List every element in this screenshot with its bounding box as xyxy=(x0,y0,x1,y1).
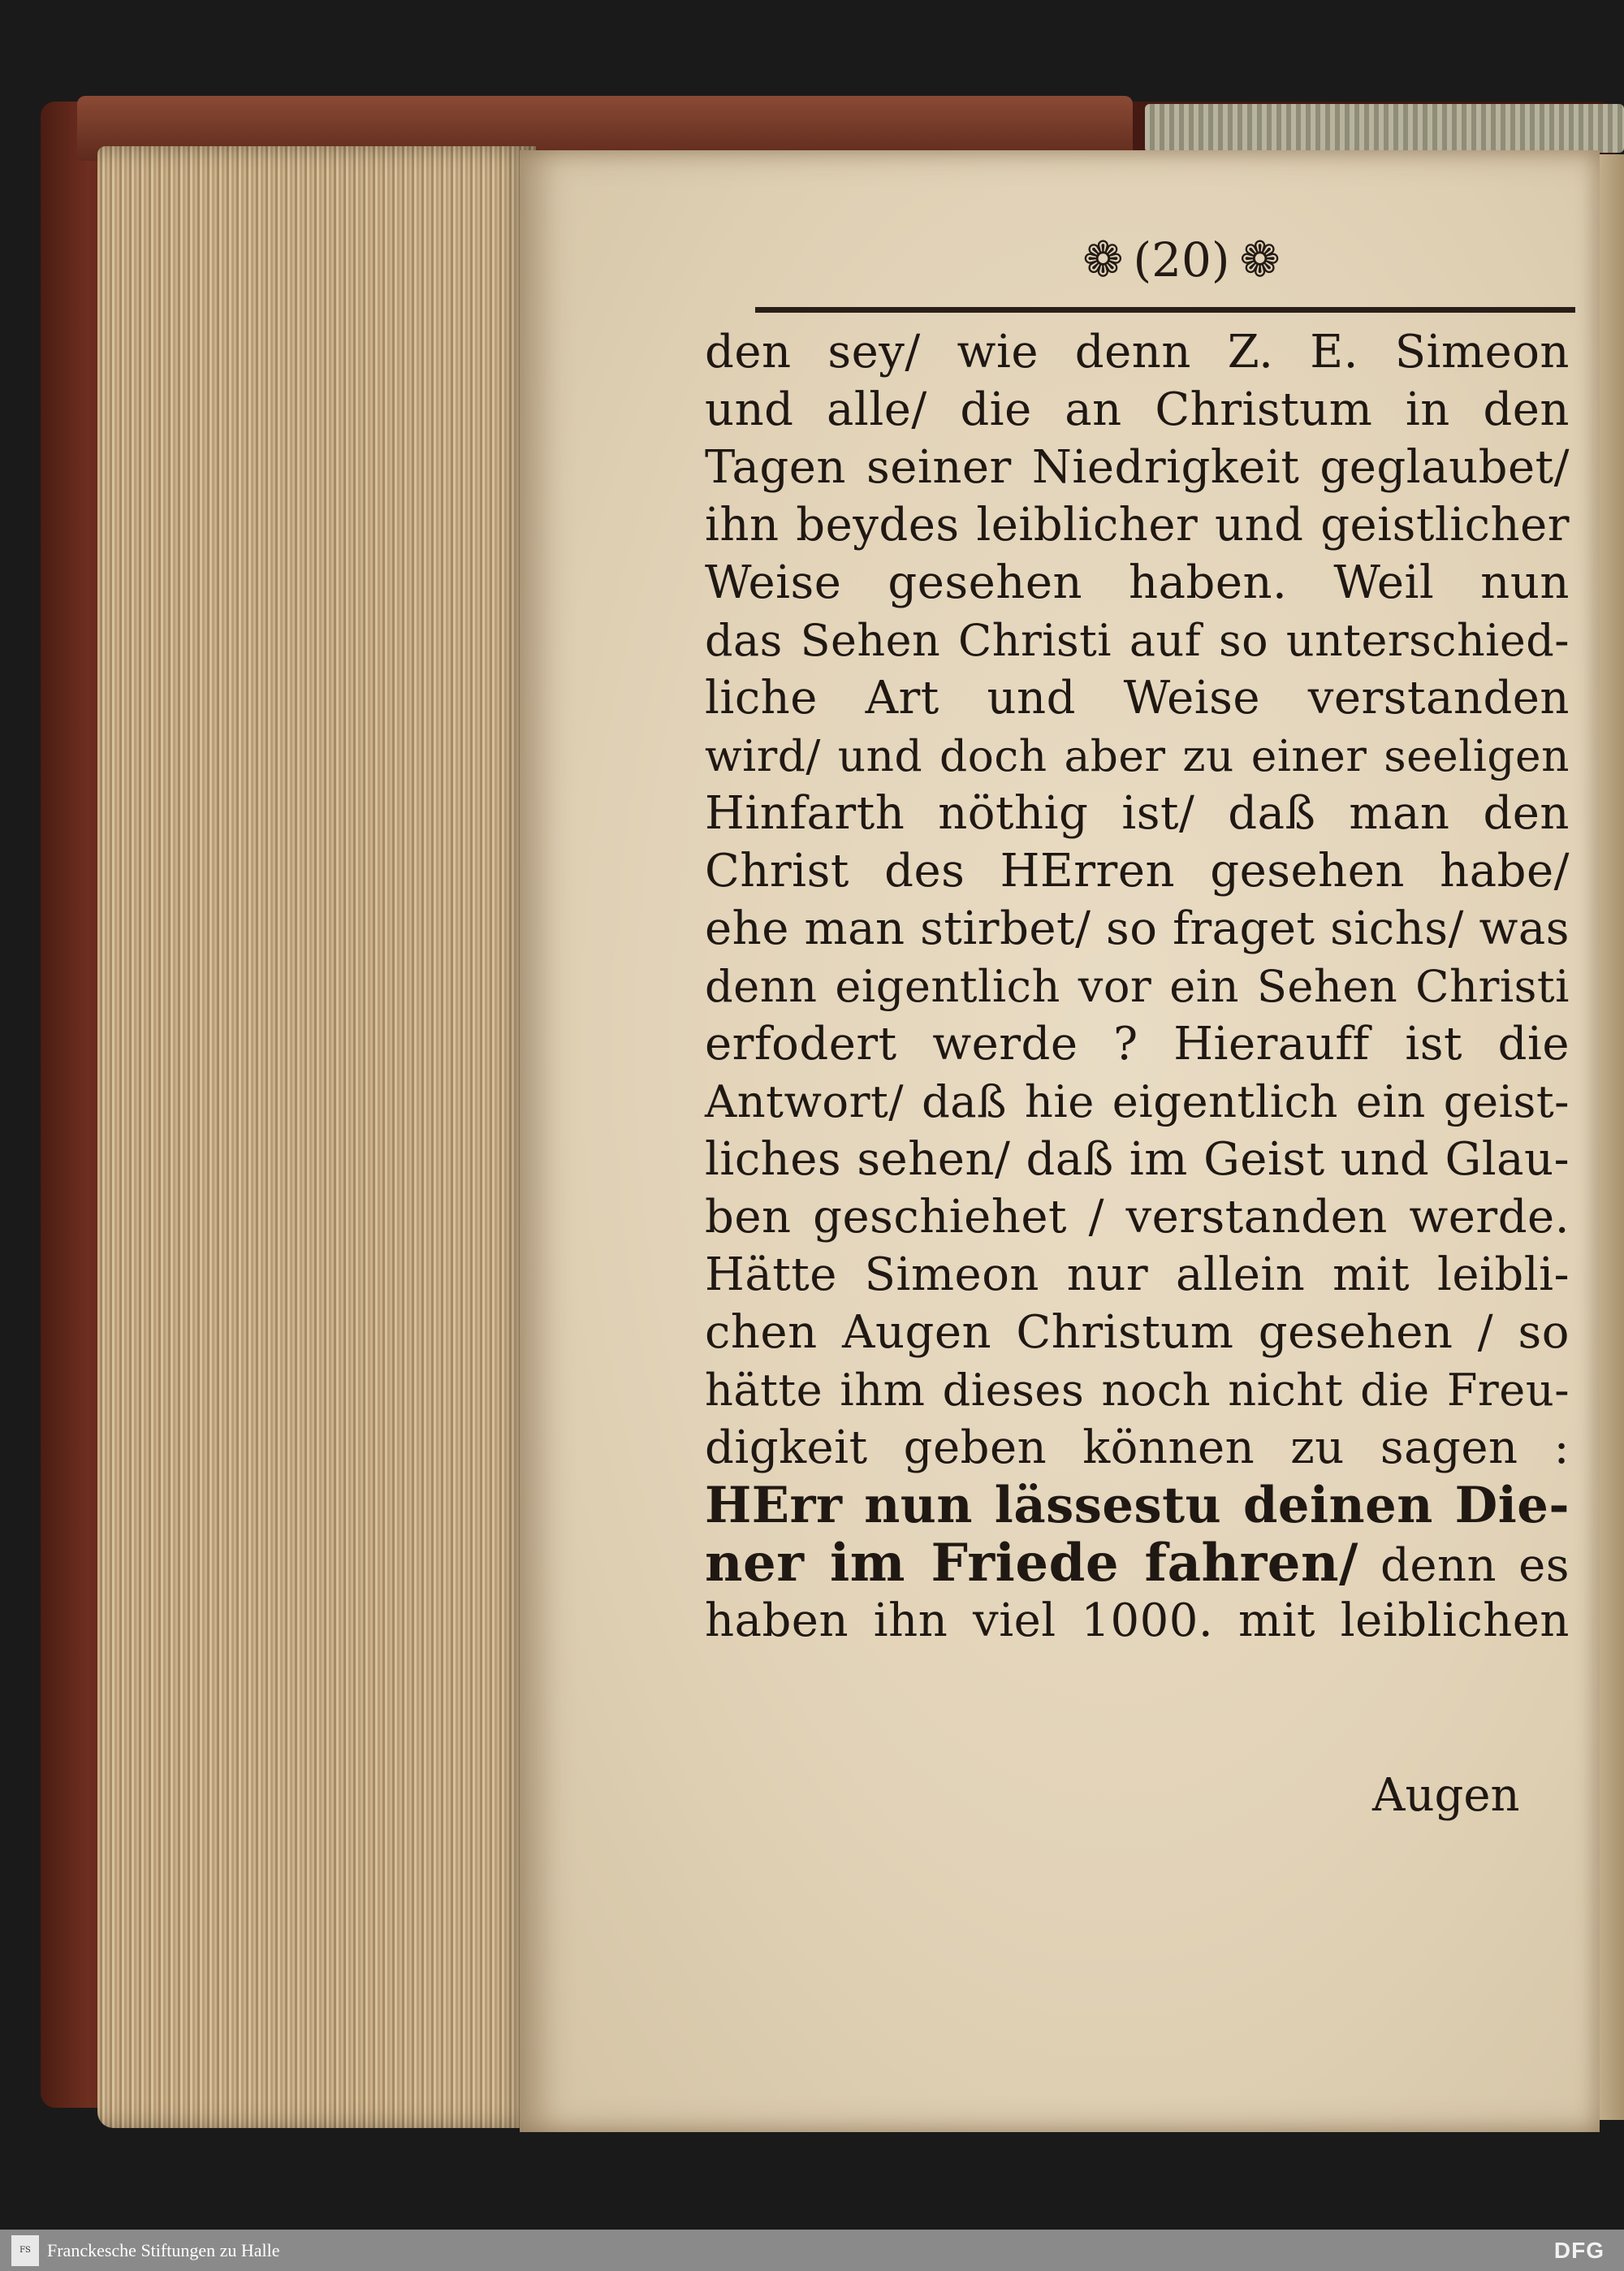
text-line: liches sehen/ daß im Geist und Glau- xyxy=(705,1133,1570,1186)
page-header xyxy=(1043,227,1320,292)
text-line: ben geschiehet / verstanden werde. xyxy=(705,1191,1570,1244)
institution-name: Franckesche Stiftungen zu Halle xyxy=(47,2239,280,2260)
text-line: chen Augen Christum gesehen / so xyxy=(705,1306,1570,1359)
text-line: Antwort/ daß hie eigentlich ein geist- xyxy=(705,1076,1570,1127)
text-line: das Sehen Christi auf so unterschied- xyxy=(705,615,1570,666)
headband xyxy=(1145,104,1624,153)
footer-left xyxy=(0,2235,280,2266)
funder-logo: DFG xyxy=(1553,2237,1605,2263)
viewer-footer xyxy=(0,2230,1624,2271)
text-line: wird/ und doch aber zu einer seeligen xyxy=(705,730,1570,781)
text-line: denn eigentlich vor ein Sehen Christi xyxy=(705,961,1570,1012)
flower-ornament-icon: ❁ xyxy=(1239,231,1281,288)
header-rule xyxy=(755,307,1575,313)
text-line: digkeit geben können zu sagen : xyxy=(705,1421,1570,1474)
flower-ornament-icon: ❁ xyxy=(1082,231,1124,288)
text-line: den sey/ wie denn Z. E. Simeon xyxy=(705,326,1570,378)
emphasis-text: ner im Friede fahren/ xyxy=(705,1533,1358,1594)
page-number: (20) xyxy=(1133,232,1230,288)
institution-logo-icon: FS xyxy=(11,2235,39,2266)
text-line: ihn beydes leiblicher und geistlicher xyxy=(705,499,1570,552)
text-line: ehe man stirbet/ so fraget sichs/ was xyxy=(705,902,1570,955)
text-line-emphasis: HErr nun lässestu deinen Die- xyxy=(705,1477,1570,1534)
text-line: Hinfarth nöthig ist/ daß man den xyxy=(705,787,1570,840)
text-line: erfodert werde ? Hierauff ist die xyxy=(705,1018,1570,1071)
text-line: und alle/ die an Christum in den xyxy=(705,383,1570,436)
text-line: Weise gesehen haben. Weil nun xyxy=(705,556,1570,609)
text-line: Christ des HErren gesehen habe/ xyxy=(705,845,1570,898)
text-line: hätte ihm dieses noch nicht die Freu- xyxy=(705,1365,1570,1416)
catchword: Augen xyxy=(1372,1769,1520,1822)
page-block-edges xyxy=(97,146,536,2128)
regular-text: denn es xyxy=(1358,1539,1570,1592)
text-line-mixed xyxy=(705,1534,1570,1592)
text-line: Hätte Simeon nur allein mit leibli- xyxy=(705,1248,1570,1301)
text-line: Tagen seiner Niedrigkeit geglaubet/ xyxy=(705,441,1570,494)
text-line: liche Art und Weise verstanden xyxy=(705,672,1570,725)
text-line: haben ihn viel 1000. mit leiblichen xyxy=(705,1594,1570,1647)
page-body-text xyxy=(705,323,1570,1650)
